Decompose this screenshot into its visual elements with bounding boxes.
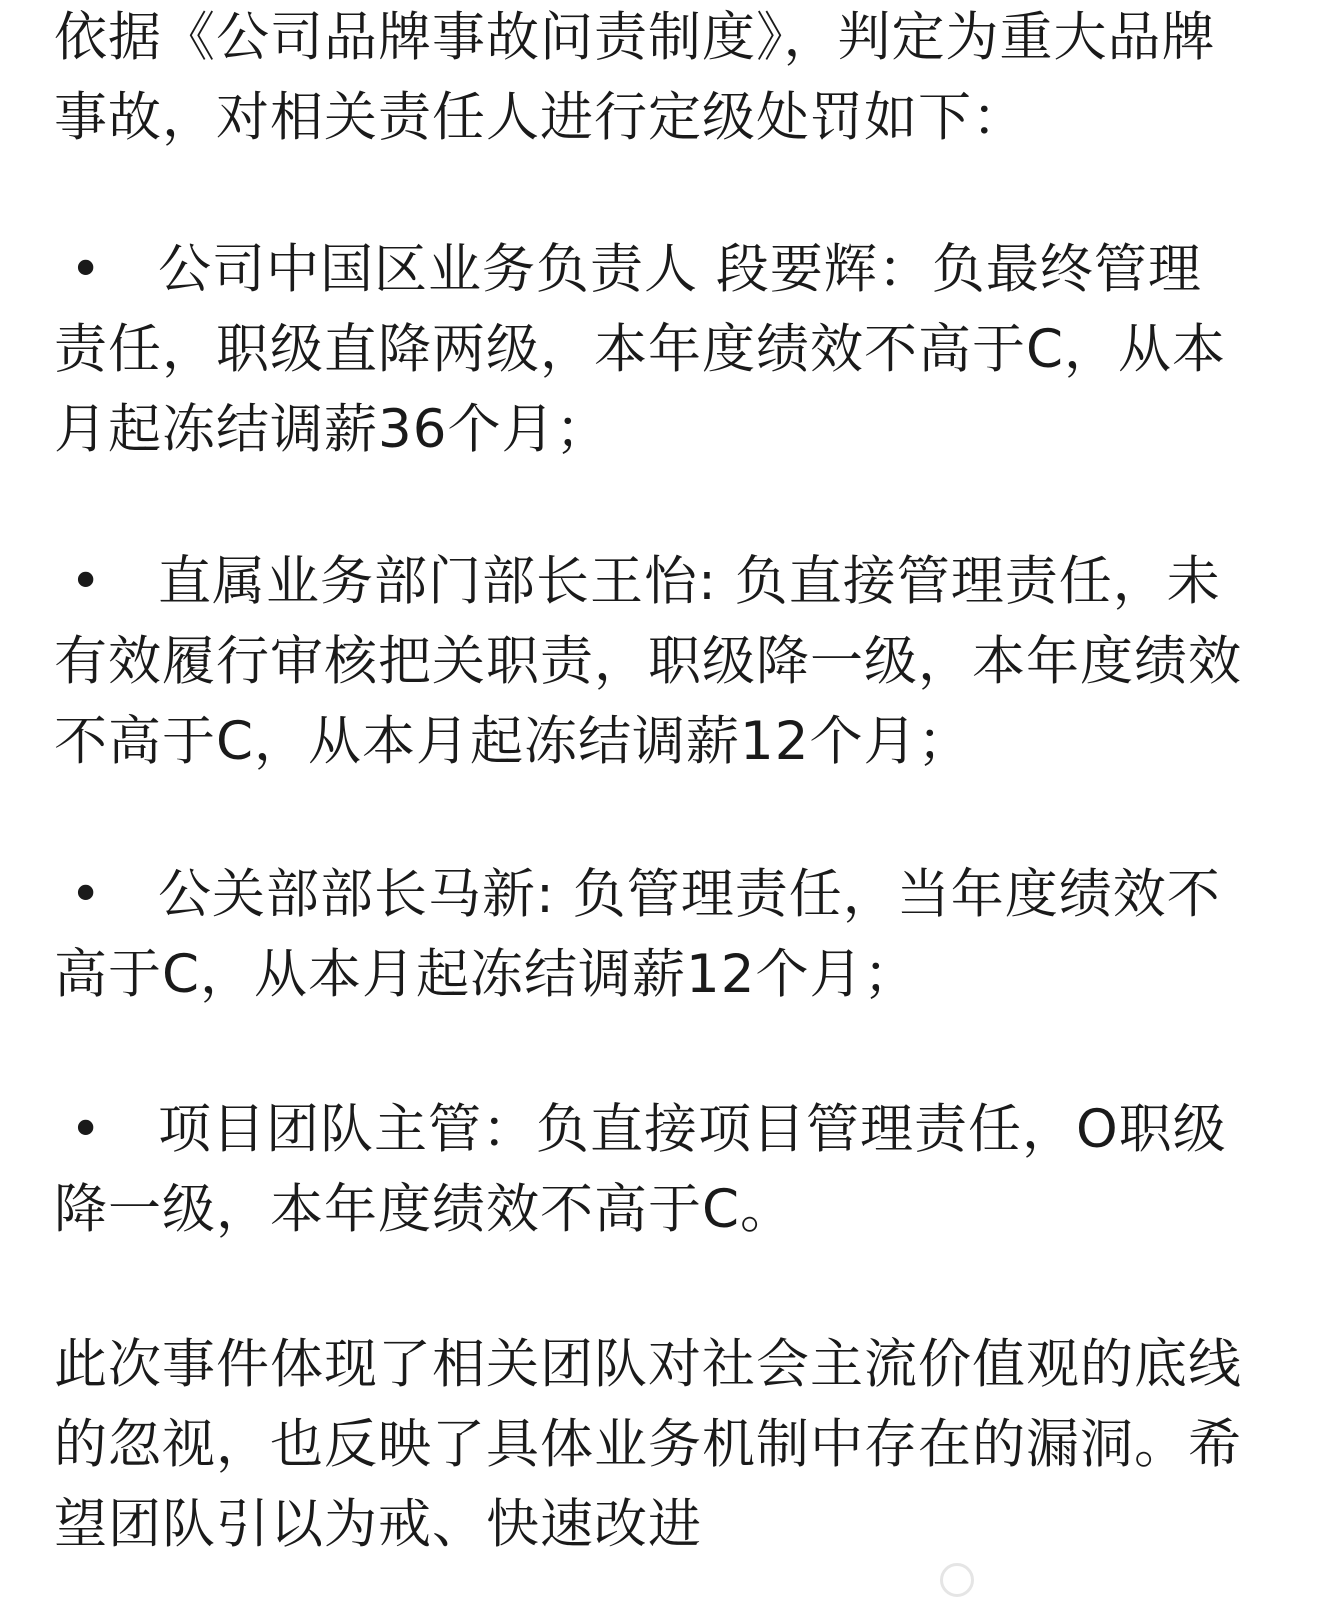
list-item-text: 公关部部长马新: 负管理责任，当年度绩效不高于C，从本月起冻结调薪12个月； (54, 864, 1221, 1005)
watermark (940, 1558, 1280, 1602)
list-item (54, 855, 1254, 1015)
intro-paragraph: 依据《公司品牌事故问责制度》，判定为重大品牌事故，对相关责任人进行定级处罚如下： (54, 7, 1216, 148)
list-item (54, 1090, 1254, 1250)
list-item (54, 230, 1254, 470)
bullet-icon: • (70, 864, 102, 925)
bullet-icon: • (70, 551, 102, 612)
bullet-icon: • (70, 239, 102, 300)
bullet-icon: • (70, 1099, 102, 1160)
list-item-text: 公司中国区业务负责人 段要辉：负最终管理责任，职级直降两级，本年度绩效不高于C，从本月起冻结调薪36个月； (54, 239, 1227, 460)
list-item (54, 542, 1254, 782)
outro-paragraph: 此次事件体现了相关团队对社会主流价值观的底线的忽视，也反映了具体业务机制中存在的漏洞。希望团队引以为戒、快速改进 (54, 1334, 1242, 1555)
list-item-text: 项目团队主管：负直接项目管理责任，O职级降一级，本年度绩效不高于C。 (54, 1099, 1227, 1240)
watermark-logo-icon (940, 1563, 974, 1597)
list-item-text: 直属业务部门部长王怡: 负直接管理责任，未有效履行审核把关职责，职级降一级，本年度绩效不高于C，从本月起冻结调薪12个月； (54, 551, 1242, 772)
